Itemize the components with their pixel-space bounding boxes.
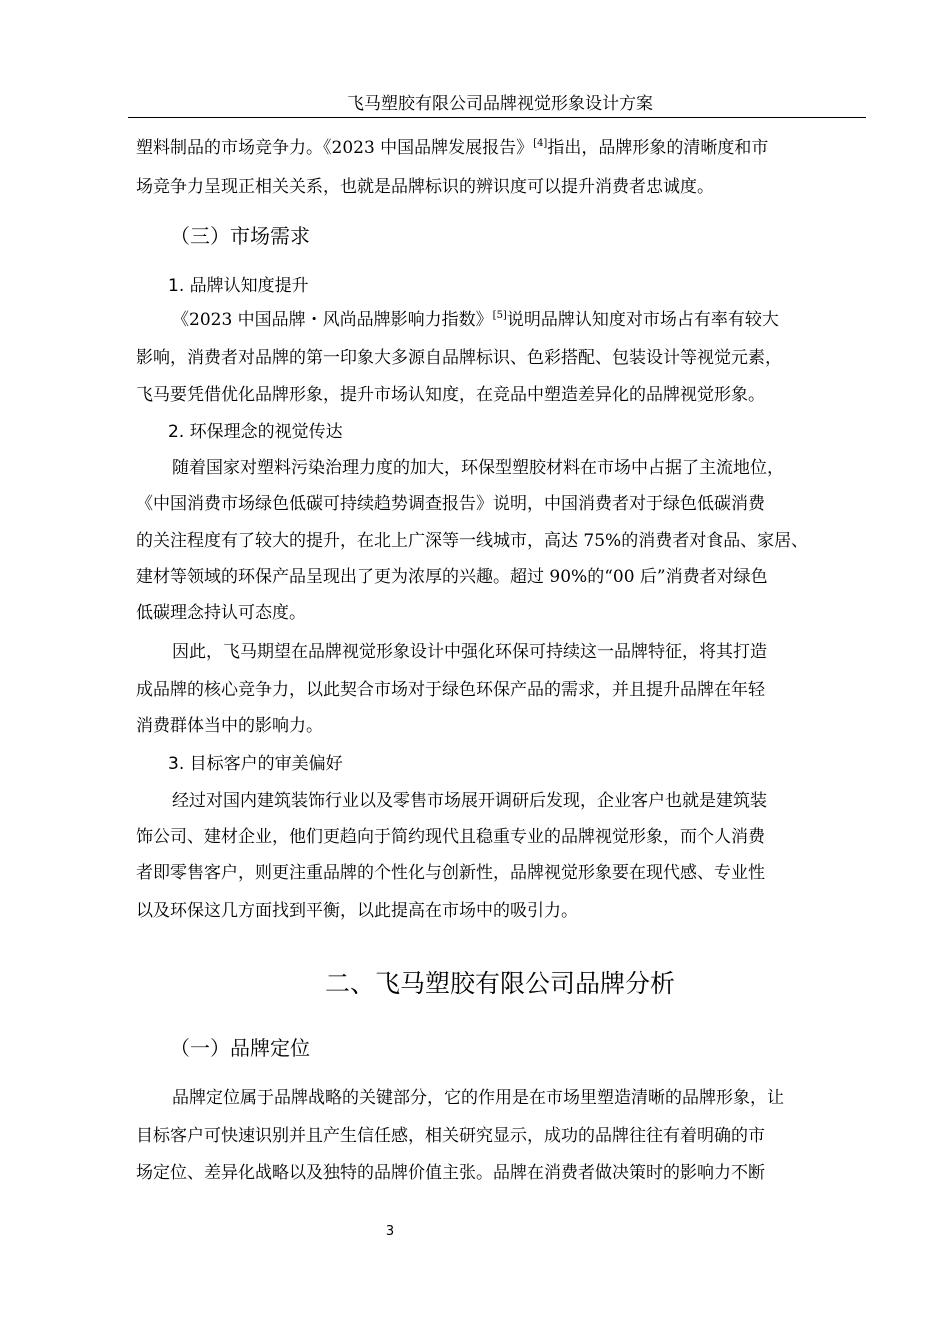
subheading-aesthetic-preference: 3. 目标客户的审美偏好 bbox=[168, 754, 343, 774]
citation-ref: [4] bbox=[533, 138, 548, 149]
body-line: 成品牌的核心竞争力，以此契合市场对于绿色环保产品的需求，并且提升品牌在年轻 bbox=[136, 680, 765, 700]
body-line: 目标客户可快速识别并且产生信任感，相关研究显示，成功的品牌往往有着明确的市 bbox=[136, 1126, 765, 1146]
body-text: 《2023 中国品牌・风尚品牌影响力指数》 bbox=[172, 310, 493, 330]
body-line: 建材等领域的环保产品呈现出了更为浓厚的兴趣。超过 90%的“00 后”消费者对绿色 bbox=[136, 567, 768, 587]
body-text: 说明品牌认知度对市场占有率有较大 bbox=[506, 310, 779, 330]
body-line: 以及环保这几方面找到平衡，以此提高在市场中的吸引力。 bbox=[136, 901, 578, 921]
body-line: 者即零售客户，则更注重品牌的个性化与创新性，品牌视觉形象要在现代感、专业性 bbox=[136, 863, 765, 883]
page-header-title: 飞马塑胶有限公司品牌视觉形象设计方案 bbox=[347, 94, 653, 114]
subheading-brand-awareness: 1. 品牌认知度提升 bbox=[168, 276, 309, 296]
body-line: 《中国消费市场绿色低碳可持续趋势调查报告》说明，中国消费者对于绿色低碳消费 bbox=[136, 494, 765, 514]
body-line: 场定位、差异化战略以及独特的品牌价值主张。品牌在消费者做决策时的影响力不断 bbox=[136, 1163, 765, 1183]
body-line bbox=[172, 305, 779, 335]
citation-ref: [5] bbox=[492, 310, 507, 321]
page-number: 3 bbox=[385, 1224, 395, 1239]
body-text: 塑料制品的市场竞争力。《2023 中国品牌发展报告》 bbox=[136, 138, 534, 158]
body-text: 指出，品牌形象的清晰度和市 bbox=[547, 138, 769, 158]
body-line: 消费群体当中的影响力。 bbox=[136, 716, 323, 736]
body-line: 饰公司、建材企业，他们更趋向于简约现代且稳重专业的品牌视觉形象，而个人消费 bbox=[136, 827, 765, 847]
body-line: 场竞争力呈现正相关关系，也就是品牌标识的辨识度可以提升消费者忠诚度。 bbox=[136, 177, 714, 197]
section-heading-brand-positioning: （一）品牌定位 bbox=[170, 1036, 310, 1060]
body-line: 飞马要凭借优化品牌形象，提升市场认知度，在竞品中塑造差异化的品牌视觉形象。 bbox=[136, 385, 765, 405]
body-line: 随着国家对塑料污染治理力度的加大，环保型塑胶材料在市场中占据了主流地位， bbox=[172, 458, 784, 478]
section-heading-market-demand: （三）市场需求 bbox=[170, 224, 310, 248]
body-line: 影响，消费者对品牌的第一印象大多源自品牌标识、色彩搭配、包装设计等视觉元素， bbox=[136, 348, 782, 368]
subheading-eco-visual: 2. 环保理念的视觉传达 bbox=[168, 422, 343, 442]
body-line: 因此，飞马期望在品牌视觉形象设计中强化环保可持续这一品牌特征，将其打造 bbox=[172, 642, 767, 662]
chapter-heading-brand-analysis: 二、飞马塑胶有限公司品牌分析 bbox=[324, 969, 675, 998]
header-rule bbox=[128, 117, 866, 118]
body-line: 品牌定位属于品牌战略的关键部分，它的作用是在市场里塑造清晰的品牌形象，让 bbox=[172, 1088, 784, 1108]
body-line: 的关注程度有了较大的提升，在北上广深等一线城市，高达 75%的消费者对食品、家居、 bbox=[136, 531, 809, 551]
body-line: 低碳理念持认可态度。 bbox=[136, 603, 306, 623]
body-line bbox=[136, 133, 768, 163]
body-line: 经过对国内建筑装饰行业以及零售市场展开调研后发现，企业客户也就是建筑装 bbox=[172, 791, 767, 811]
